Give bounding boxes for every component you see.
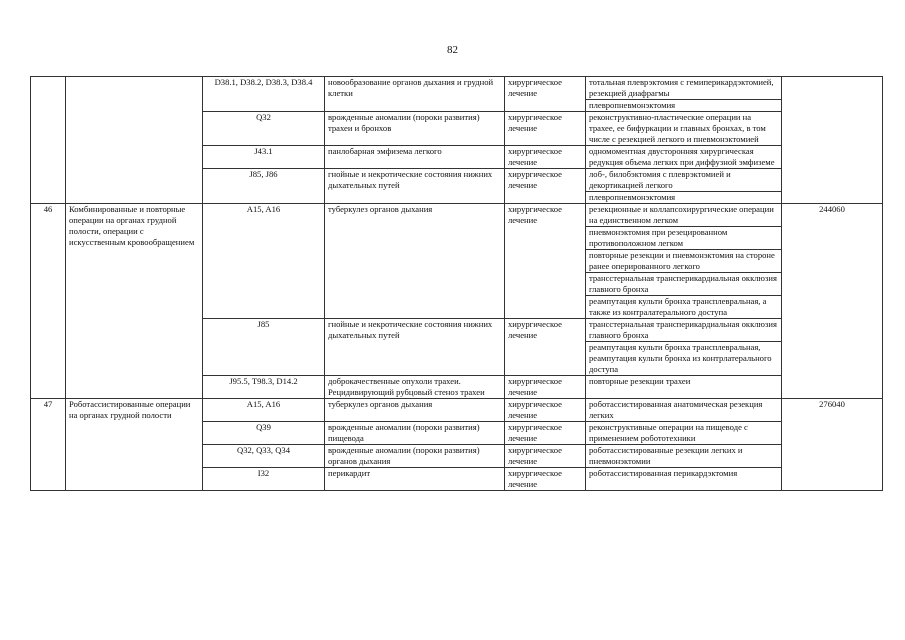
patient-model-cell: гнойные и некротические состояния нижних дыхательных путей <box>325 319 505 376</box>
treatment-method-cell: плевропневмонэктомия <box>586 192 782 204</box>
treatment-type-cell: хирургическое лечение <box>505 169 586 204</box>
patient-model-cell: доброкачественные опухоли трахеи. Рецидивирующий рубцовый стеноз трахеи <box>325 376 505 399</box>
group-name-cell: Роботассистированные операции на органах грудной полости <box>66 399 203 491</box>
treatment-method-cell: резекционные и коллапсохирургические операции на единственном легком <box>586 204 782 227</box>
icd-codes-cell: J85 <box>203 319 325 376</box>
table-row <box>31 204 883 227</box>
table-row <box>31 77 883 100</box>
icd-codes-cell: Q39 <box>203 422 325 445</box>
patient-model-cell: гнойные и некротические состояния нижних дыхательных путей <box>325 169 505 204</box>
treatment-method-cell: реконструктивные операции на пищеводе с применением робототехники <box>586 422 782 445</box>
treatment-method-cell: роботассистированная анатомическая резекция легких <box>586 399 782 422</box>
group-number-cell <box>31 77 66 204</box>
patient-model-cell: врожденные аномалии (пороки развития) органов дыхания <box>325 445 505 468</box>
treatment-method-cell: повторные резекции и пневмонэктомия на стороне ранее оперированного легкого <box>586 250 782 273</box>
price-cell: 276040 <box>782 399 883 491</box>
treatment-type-cell: хирургическое лечение <box>505 399 586 422</box>
medical-care-table <box>30 76 883 491</box>
icd-codes-cell: A15, A16 <box>203 399 325 422</box>
treatment-method-cell: трансстернальная трансперикардиальная окклюзия главного бронха <box>586 273 782 296</box>
patient-model-cell: панлобарная эмфизема легкого <box>325 146 505 169</box>
group-name-cell <box>66 77 203 204</box>
treatment-type-cell: хирургическое лечение <box>505 77 586 112</box>
icd-codes-cell: J85, J86 <box>203 169 325 204</box>
treatment-method-cell: трансстернальная трансперикардиальная окклюзия главного бронха <box>586 319 782 342</box>
group-number-cell: 46 <box>31 204 66 399</box>
treatment-method-cell: реампутация культи бронха трансплевральная, а также из контралатерального доступа <box>586 296 782 319</box>
icd-codes-cell: J95.5, T98.3, D14.2 <box>203 376 325 399</box>
icd-codes-cell: D38.1, D38.2, D38.3, D38.4 <box>203 77 325 112</box>
treatment-method-cell: реампутация культи бронха трансплевральная, реампутация культи бронха из контрлатерального доступа <box>586 342 782 376</box>
page-number: 82 <box>447 44 458 56</box>
icd-codes-cell: A15, A16 <box>203 204 325 319</box>
table-body <box>31 77 883 491</box>
patient-model-cell: врожденные аномалии (пороки развития) пищевода <box>325 422 505 445</box>
treatment-type-cell: хирургическое лечение <box>505 319 586 376</box>
treatment-type-cell: хирургическое лечение <box>505 112 586 146</box>
patient-model-cell: туберкулез органов дыхания <box>325 399 505 422</box>
treatment-type-cell: хирургическое лечение <box>505 376 586 399</box>
icd-codes-cell: Q32 <box>203 112 325 146</box>
patient-model-cell: туберкулез органов дыхания <box>325 204 505 319</box>
table-row <box>31 399 883 422</box>
icd-codes-cell: I32 <box>203 468 325 491</box>
treatment-type-cell: хирургическое лечение <box>505 468 586 491</box>
patient-model-cell: врожденные аномалии (пороки развития) трахеи и бронхов <box>325 112 505 146</box>
treatment-method-cell: плевропневмонэктомия <box>586 100 782 112</box>
treatment-type-cell: хирургическое лечение <box>505 204 586 319</box>
treatment-method-cell: пневмонэктомия при резецированном противоположном легком <box>586 227 782 250</box>
treatment-type-cell: хирургическое лечение <box>505 422 586 445</box>
group-number-cell: 47 <box>31 399 66 491</box>
treatment-method-cell: лоб-, билобэктомия с плеврэктомией и декортикацией легкого <box>586 169 782 192</box>
treatment-method-cell: тотальная плеврэктомия с гемиперикардэктомией, резекцией диафрагмы <box>586 77 782 100</box>
patient-model-cell: новообразование органов дыхания и грудной клетки <box>325 77 505 112</box>
treatment-method-cell: роботассистированные резекции легких и пневмонэктомии <box>586 445 782 468</box>
treatment-method-cell: реконструктивно-пластические операции на трахее, ее бифуркации и главных бронхах, в том числе с резекцией легкого и пневмонэктомией <box>586 112 782 146</box>
price-cell <box>782 77 883 204</box>
price-cell: 244060 <box>782 204 883 399</box>
treatment-method-cell: одномоментная двусторонняя хирургическая редукция объема легких при диффузной эмфиземе <box>586 146 782 169</box>
group-name-cell: Комбинированные и повторные операции на органах грудной полости, операции с искусственным кровообращением <box>66 204 203 399</box>
icd-codes-cell: Q32, Q33, Q34 <box>203 445 325 468</box>
icd-codes-cell: J43.1 <box>203 146 325 169</box>
patient-model-cell: перикардит <box>325 468 505 491</box>
treatment-method-cell: повторные резекции трахеи <box>586 376 782 399</box>
treatment-type-cell: хирургическое лечение <box>505 445 586 468</box>
treatment-type-cell: хирургическое лечение <box>505 146 586 169</box>
treatment-method-cell: роботассистированная перикардэктомия <box>586 468 782 491</box>
